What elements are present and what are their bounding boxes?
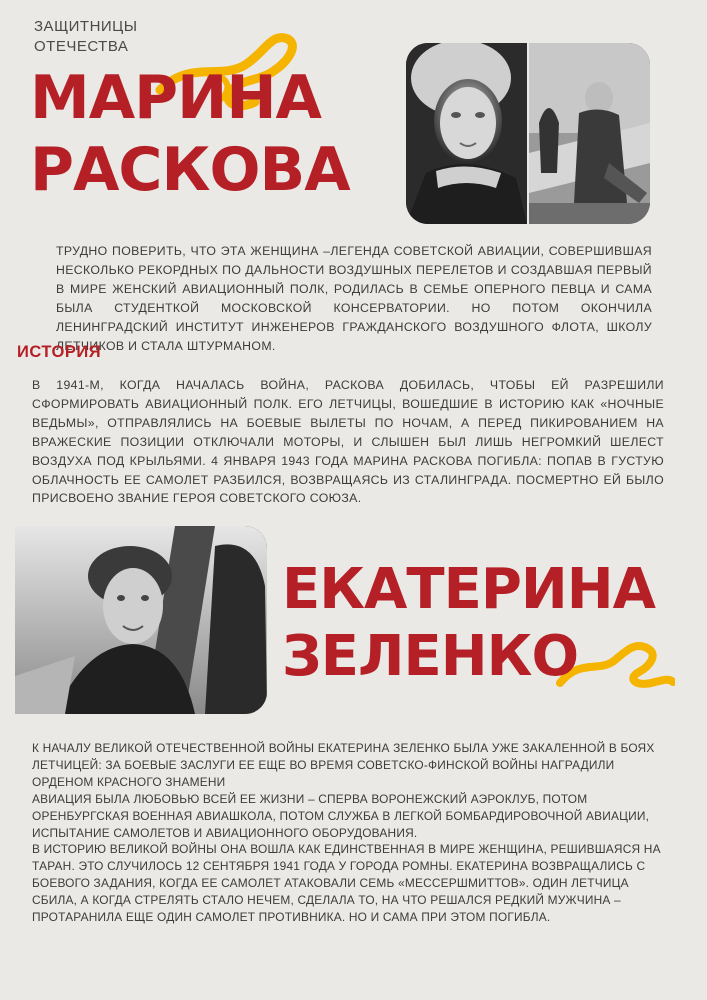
zelenko-paragraph-3: В ИСТОРИЮ ВЕЛИКОЙ ВОЙНЫ ОНА ВОШЛА КАК ЕДИНСТВЕННАЯ В МИРЕ ЖЕНЩИНА, РЕШИВШАЯСЯ НА ТАРАН. ЭТО СЛУЧИЛОСЬ 12 СЕНТЯБРЯ 1941 ГОДА У ГОРОДА РОМНЫ. ЕКАТЕРИНА ВОЗВРАЩАЛИСЬ С БОЕВОГО ЗАДАНИЯ, КОГДА ЕЕ САМОЛЕТ АТАКОВАЛИ СЕМЬ «МЕССЕРШМИТТОВ». ОДИН ЛЕТЧИЦА СБИЛА, А КОГДА СТРЕЛЯТЬ СТАЛО НЕЧЕМ, СДЕЛАЛА ТО, НА ЧТО РЕШАЛСЯ РЕДКИЙ МУЖЧИНА – ПРОТАРАНИЛА ЕЩЕ ОДИН САМОЛЕТ ПРОТИВНИКА. НО И САМА ПРИ ЭТОМ ПОГИБЛА. — [32, 842, 661, 925]
raskova-history-text: В 1941-М, КОГДА НАЧАЛАСЬ ВОЙНА, РАСКОВА ДОБИЛАСЬ, ЧТОБЫ ЕЙ РАЗРЕШИЛИ СФОРМИРОВАТЬ АВИАЦИОННЫЙ ПОЛК. ЕГО ЛЕТЧИЦЫ, ВОШЕДШИЕ В ИСТОРИЮ КАК «НОЧНЫЕ ВЕДЬМЫ», ОТПРАВЛЯЛИСЬ НА БОЕВЫЕ ВЫЛЕТЫ ПО НОЧАМ, А ПЕРЕД ПИКИРОВАНИЕМ НА ВРАЖЕСКИЕ ПОЗИЦИИ ОТКЛЮЧАЛИ МОТОРЫ, И СЛЫШЕН БЫЛ ЛИШЬ НЕГРОМКИЙ ШЕЛЕСТ ВОЗДУХА ПОД КРЫЛЬЯМИ. 4 ЯНВАРЯ 1943 ГОДА МАРИНА РАСКОВА ПОГИБЛА: ПОПАВ В ГУСТУЮ ОБЛАЧНОСТЬ ЕЕ САМОЛЕТ РАЗБИЛСЯ, ВОЗВРАЩАЯСЬ ИЗ СТАЛИНГРАДА. ПОСМЕРТНО ЕЙ БЫЛО ПРИСВОЕНО ЗВАНИЕ ГЕРОЯ СОВЕТСКОГО СОЮЗА. — [32, 378, 664, 506]
zelenko-bio-text — [32, 740, 672, 926]
zelenko-paragraph-2: АВИАЦИЯ БЫЛА ЛЮБОВЬЮ ВСЕЙ ЕЕ ЖИЗНИ – СПЕРВА ВОРОНЕЖСКИЙ АЭРОКЛУБ, ПОТОМ ОРЕНБУРГСКАЯ ВОЕННАЯ АВИАШКОЛА, ПОТОМ СЛУЖБА В ЛЕГКОЙ БОМБАРДИРОВОЧНОЙ АВИАЦИИ, ИСПЫТАНИЕ САМОЛЕТОВ И АВИАЦИОННОГО ОБОРУДОВАНИЯ. — [32, 791, 650, 840]
zelenko-photo — [15, 526, 267, 714]
raskova-intro-text: ТРУДНО ПОВЕРИТЬ, ЧТО ЭТА ЖЕНЩИНА –ЛЕГЕНДА СОВЕТСКОЙ АВИАЦИИ, СОВЕРШИВШАЯ НЕСКОЛЬКО РЕКОРДНЫХ ПО ДАЛЬНОСТИ ВОЗДУШНЫХ ПЕРЕЛЕТОВ И СОЗДАВШАЯ ПЕРВЫЙ В МИРЕ ЖЕНСКИЙ АВИАЦИОННЫЙ ПОЛК, РОДИЛАСЬ В СЕМЬЕ ОПЕРНОГО ПЕВЦА И САМА БЫЛА СТУДЕНТКОЙ МОСКОВСКОЙ КОНСЕРВАТОРИИ. НО ПОТОМ ОКОНЧИЛА ЛЕНИНГРАДСКИЙ ИНСТИТУТ ИНЖЕНЕРОВ ГРАЖДАНСКОГО ВОЗДУШНОГО ФЛОТА, ШКОЛУ ЛЕТЧИКОВ И СТАЛА ШТУРМАНОМ. — [56, 244, 652, 353]
raskova-name-line-1: МАРИНА — [30, 63, 321, 133]
zelenko-name — [282, 556, 655, 690]
zelenko-name-line-1: ЕКАТЕРИНА — [282, 557, 655, 622]
raskova-photo-airplane — [529, 43, 650, 224]
section-kicker — [34, 17, 234, 57]
zelenko-paragraph-1: К НАЧАЛУ ВЕЛИКОЙ ОТЕЧЕСТВЕННОЙ ВОЙНЫ ЕКАТЕРИНА ЗЕЛЕНКО БЫЛА УЖЕ ЗАКАЛЕННОЙ В БОЯХ ЛЕТЧИЦЕЙ: ЗА БОЕВЫЕ ЗАСЛУГИ ЕЕ ЕЩЕ ВО ВРЕМЯ СОВЕТСКО-ФИНСКОЙ ВОЙНЫ НАГРАДИЛИ ОРДЕНОМ КРАСНОГО ЗНАМЕНИ — [32, 741, 655, 789]
kicker-line-2: ОТЕЧЕСТВА — [34, 38, 129, 55]
raskova-name-line-2: РАСКОВА — [30, 135, 350, 205]
history-heading: ИСТОРИЯ — [17, 343, 102, 361]
raskova-name — [30, 62, 350, 206]
zelenko-name-line-2: ЗЕЛЕНКО — [282, 624, 579, 689]
raskova-photo-portrait — [406, 43, 527, 224]
kicker-line-1: ЗАЩИТНИЦЫ — [34, 18, 138, 35]
